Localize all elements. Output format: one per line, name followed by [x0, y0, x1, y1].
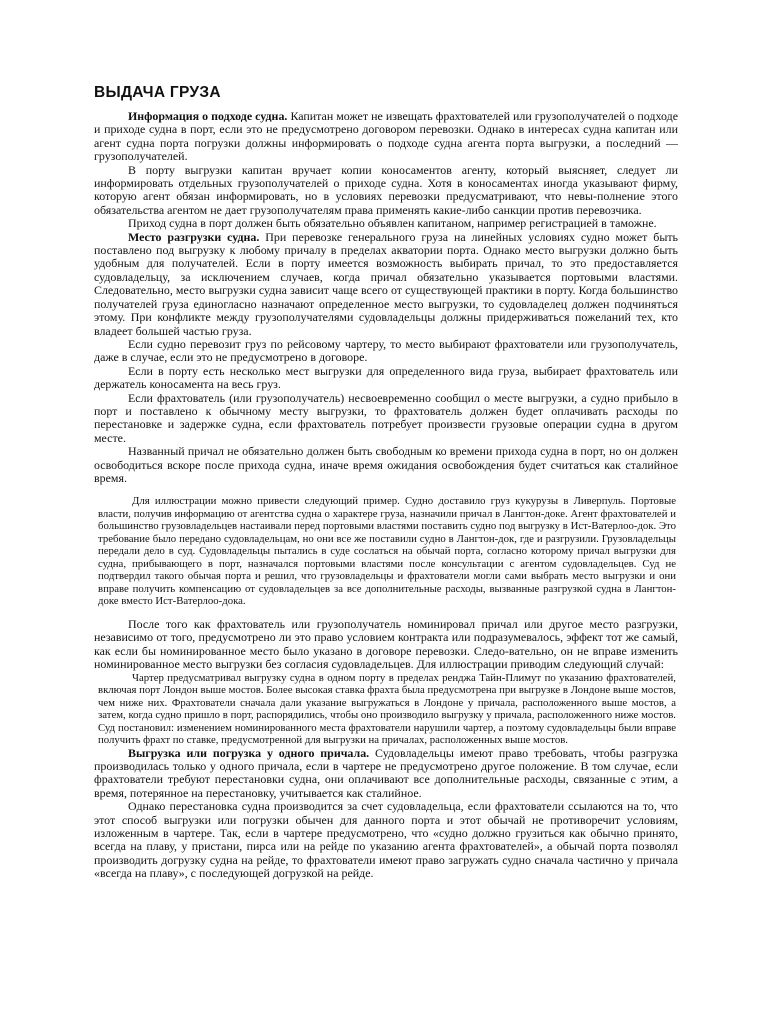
paragraph-several-berths: Если в порту есть несколько мест выгрузки для определенного вида груза, выбирает фрахтователь или держатель коносамента на весь груз.: [94, 363, 678, 392]
paragraph-shifting-costs: Однако перестановка судна производится за счет судовладельца, если фрахтователи ссылаются на то, что этот способ выгрузки или погрузки обычен для данного порта и этот обычай не противоречит условиям, изложенным в чартере. Так, если в чартере предусмотрено, что «судно должно грузиться как обычно принято, всегда на плаву, у пристани, пирса или на рейде по указанию агента фрахтователей», а обычай порта позволял производить догрузку судна на рейде, то фрахтователи имеют право загружать судно сначала частично у причала «всегда на плаву», с последующей догрузкой на рейде.: [94, 799, 678, 881]
paragraph-berth-availability: Названный причал не обязательно должен быть свободным ко времени прихода судна в порт, но он должен освободиться вскоре после прихода судна, иначе время ожидания освобождения будет считаться как сталийное время.: [94, 444, 678, 485]
run-in-heading: Выгрузка или погрузка у одного причала.: [128, 745, 370, 760]
paragraph-text: Судовладельцы имеют право требовать, чтобы разгрузка производилась только у одного причала, если в чартере не предусмотрено другое положение. В том случае, если фрахтователи требуют перестановки судна, они оплачивают все дополнительные расходы, связанные с этим, а время, потерянное на перестановку, учитывается как сталийное.: [94, 745, 678, 800]
document-title: ВЫДАЧА ГРУЗА: [94, 84, 221, 101]
paragraph-bills-of-lading: В порту выгрузки капитан вручает копии коносаментов агенту, который выясняет, следует ли информировать отдельных грузополучателей о приходе судна. Хотя в коносаментах иногда указывают фирму, которую агент обязан информировать, но в условиях перевозки предусматривают, что невы-полнение этого обязательства агентом не дает грузополучателям права применять какие-либо санкции против перевозчика.: [94, 162, 678, 217]
example-liverpool: Для иллюстрации можно привести следующий пример. Судно доставило груз кукурузы в Ливерпуль. Портовые власти, получив информацию от агентства судна о характере груза, назначили причал в Лангтон-доке. Агент фрахтователей и большинство грузовладельцев настаивали перед портовыми властями поставить судно под выгрузку в Ист-Ватерлоо-док. Это требование было передано судовладельцам, но они все же поставили судно в Лангтон-док, где и разгрузили. Грузовладельцы передали дело в суд. Судовладельцы пытались в суде сослаться на обычай порта, согласно которому причал выгрузки для судна, прибывающего в порт, назначался портовыми властями после консультации с агентом судовладельцев. Суд не подтвердил такого обычая порта и решил, что грузовладельцы и фрахтователи могли сами выбрать место выгрузки и они вправе получить компенсацию от судовладельцев за все дополнительные расходы, вызванные разгрузкой судна в Лангтон-доке вместо Ист-Ватерлоо-дока.: [98, 495, 676, 608]
spacer: [94, 485, 678, 495]
run-in-heading: Место разгрузки судна.: [128, 229, 260, 244]
paragraph-discharge-place: [94, 231, 678, 338]
paragraph-arrival-notice: Приход судна в порт должен быть обязательно объявлен капитаном, например регистрацией в таможне.: [128, 216, 657, 231]
paragraph-text: При перевозке генерального груза на линейных условиях судно может быть поставлено под выгрузку к любому причалу в пределах акватории порта. Однако место выгрузки должно быть удобным для получателей. Если в порту имеется возможность выбирать причал, то это предоставляется судовладельцу, за исключением случаев, когда причал обязательно указывается портовыми властями. Следовательно, место выгрузки судна зависит чаще всего от существующей практики в порту. Когда большинство получателей груза единогласно назначают определенное место выгрузки, то судовладелец должен подчиняться этому. При конфликте между грузополучателями судовладельцы должны придерживаться пожеланий тех, кто владеет большей частью груза.: [94, 229, 678, 338]
paragraph-late-notice: Если фрахтователь (или грузополучатель) несвоевременно сообщил о месте выгрузки, а судно прибыло в порт и поставлено к обычному месту выгрузки, то фрахтователь должен будет оплачивать расходы по перестановке и задержке судна, если фрахтователь потребует произвести грузовые операции судна в другом месте.: [94, 390, 678, 445]
example-london-bridges: Чартер предусматривал выгрузку судна в одном порту в пределах ренджа Тайн-Плимут по указанию фрахтователей, включая порт Лондон выше мостов. Более высокая ставка фрахта была предусмотрена при выгрузке в Лондоне выше мостов, чем ниже них. Фрахтователи сначала дали указание выгружаться в Лондоне у причала, расположенного выше мостов, а затем, когда судно пришло в порт, распорядились, чтобы оно производило выгрузку у причала, расположенного ниже мостов. Суд постановил: изменением номинированного места фрахтователи нарушили чартер, а поэтому судовладельцы были вправе получить фрахт по ставке, предусмотренной для выгрузки на причалах, расположенных выше мостов.: [98, 671, 676, 746]
paragraph-nominated-berth: После того как фрахтователь или грузополучатель номинировал причал или другое место разгрузки, независимо от того, предусмотрено ли это право условием контракта или подразумевалось, эффект тот же самый, как если бы номинированное место было указано в договоре перевозки. Следо-вательно, он не вправе изменить номинированное место выгрузки без согласия судовладельцев. Для иллюстрации приводим следующий случай:: [94, 616, 678, 672]
document-page: [94, 84, 678, 881]
run-in-heading: Информация о подходе судна.: [128, 109, 288, 123]
paragraph-text: Капитан может не извещать фрахтователей или грузополучателей о подходе и приходе судна в порт, если это не предусмотрено договором перевозки. Однако в интересах судна капитан или агент судна порта погрузки должны информировать о подходе судна агента порта выгрузки, а последний — грузополучателей.: [94, 109, 678, 164]
paragraph-voyage-charter: Если судно перевозит груз по рейсовому чартеру, то место выбирают фрахтователи или грузополучатель, даже в случае, если это не предусмотрено в договоре.: [94, 336, 678, 365]
paragraph-arrival-info: [94, 110, 678, 164]
paragraph-single-berth: [94, 747, 678, 801]
